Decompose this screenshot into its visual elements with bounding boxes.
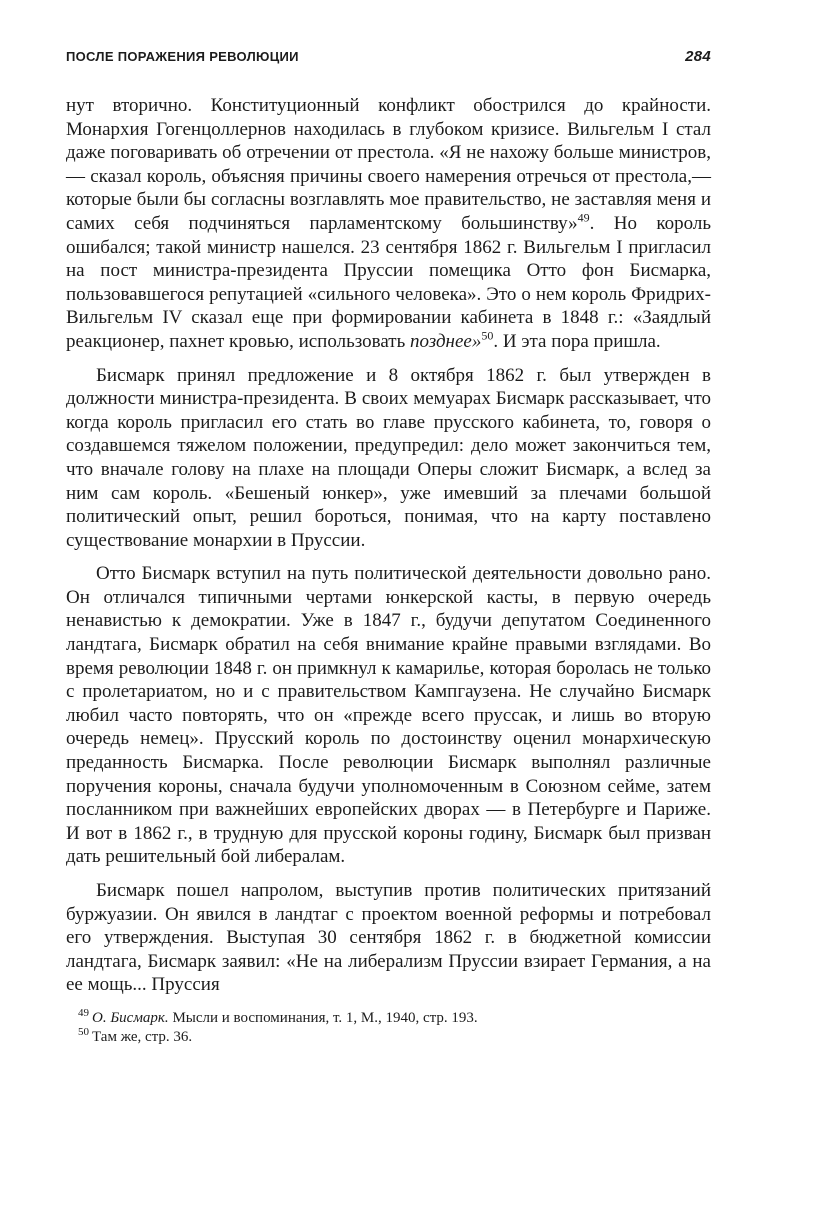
paragraph-2: Бисмарк принял предложение и 8 октября 1862 г. был утвержден в должности министра-президента. В своих мемуарах Бисмарк рассказывает, что когда король пригласил его стать во главе прусского кабинета, то, говоря о создавшемся тяжелом положении, предупредил: дело может закончиться тем, что вначале голову на плахе на площади Оперы сложит Бисмарк, а вслед за ним сам король. «Бешеный юнкер», уже имевший за плечами большой политический опыт, решил бороться, понимая, что на карту поставлено существование монархии в Пруссии. [66, 364, 711, 551]
footnote-ref-49[interactable]: 49 [577, 210, 590, 225]
paragraph-3: Отто Бисмарк вступил на путь политической деятельности довольно рано. Он отличался типичными чертами юнкерской касты, в первую очередь ненавистью к демократии. Уже в 1847 г., будучи депутатом Соединенного ландтага, Бисмарк обратил на себя внимание крайне правыми взглядами. Во время революции 1848 г. он примкнул к камарилье, которая боролась не только с пролетариатом, но и с правительством Кампгаузена. Не случайно Бисмарк любил часто повторять, что он «прежде всего пруссак, и лишь во вторую очередь немец». Прусский король по достоинству оценил монархическую преданность Бисмарка. После революции Бисмарк выполнял различные поручения короны, сначала будучи уполномоченным в Союзном сейме, затем посланником при важнейших европейских дворах — в Петербурге и Париже. И вот в 1862 г., в трудную для прусской короны годину, Бисмарк был призван дать решительный бой либералам. [66, 563, 711, 868]
footnote-text: Мысли и воспоминания, т. 1, М., 1940, стр. 193. [168, 1009, 478, 1026]
footnote-mark: 49 [78, 1006, 89, 1019]
book-page [66, 44, 711, 1047]
footnotes [66, 1006, 711, 1047]
running-title: ПОСЛЕ ПОРАЖЕНИЯ РЕВОЛЮЦИИ [66, 49, 299, 64]
footnote-author: О. Бисмарк. [92, 1009, 169, 1026]
paragraph-1-part-a: нут вторично. Конституционный конфликт обострился до крайности. Монархия Гогенцоллернов находилась в глубоком кризисе. Вильгельм I стал даже поговаривать об отречении от престола. «Я не нахожу больше министров,— сказал король, объясняя причины своего намерения отречься от престола,— которые были бы согласны возглавлять мое правительство, не заставляя меня и самих себя подчиняться парламентскому большинству» [66, 95, 711, 234]
page-number: 284 [685, 48, 711, 65]
footnote-ref-50[interactable]: 50 [481, 328, 494, 343]
paragraph-1-emphasis: позднее» [410, 330, 482, 352]
footnote-50 [78, 1025, 711, 1047]
footnote-49 [78, 1006, 711, 1028]
footnote-text: Там же, стр. 36. [92, 1028, 193, 1045]
footnote-mark: 50 [78, 1025, 89, 1038]
paragraph-1-part-b: . Но король ошибался; такой министр нашелся. 23 сентября 1862 г. Вильгельм I пригласил на пост министра-президента Пруссии помещика Отто фон Бисмарка, пользовавшегося репутацией «сильного человека». Это о нем король Фридрих-Вильгельм IV сказал еще при формировании кабинета в 1848 г.: «Заядлый реакционер, пахнет кровью, использовать [66, 212, 711, 352]
paragraph-1 [66, 94, 711, 354]
body-text [66, 94, 711, 997]
paragraph-4: Бисмарк пошел напролом, выступив против политических притязаний буржуазии. Он явился в ландтаг с проектом военной реформы и потребовал его утверждения. Выступая 30 сентября 1862 г. в бюджетной комиссии ландтага, Бисмарк заявил: «Не на либерализм Пруссии взирает Германия, а на ее мощь... Пруссия [66, 880, 711, 996]
paragraph-1-part-c: . И эта пора пришла. [493, 330, 661, 352]
running-head [66, 44, 711, 70]
